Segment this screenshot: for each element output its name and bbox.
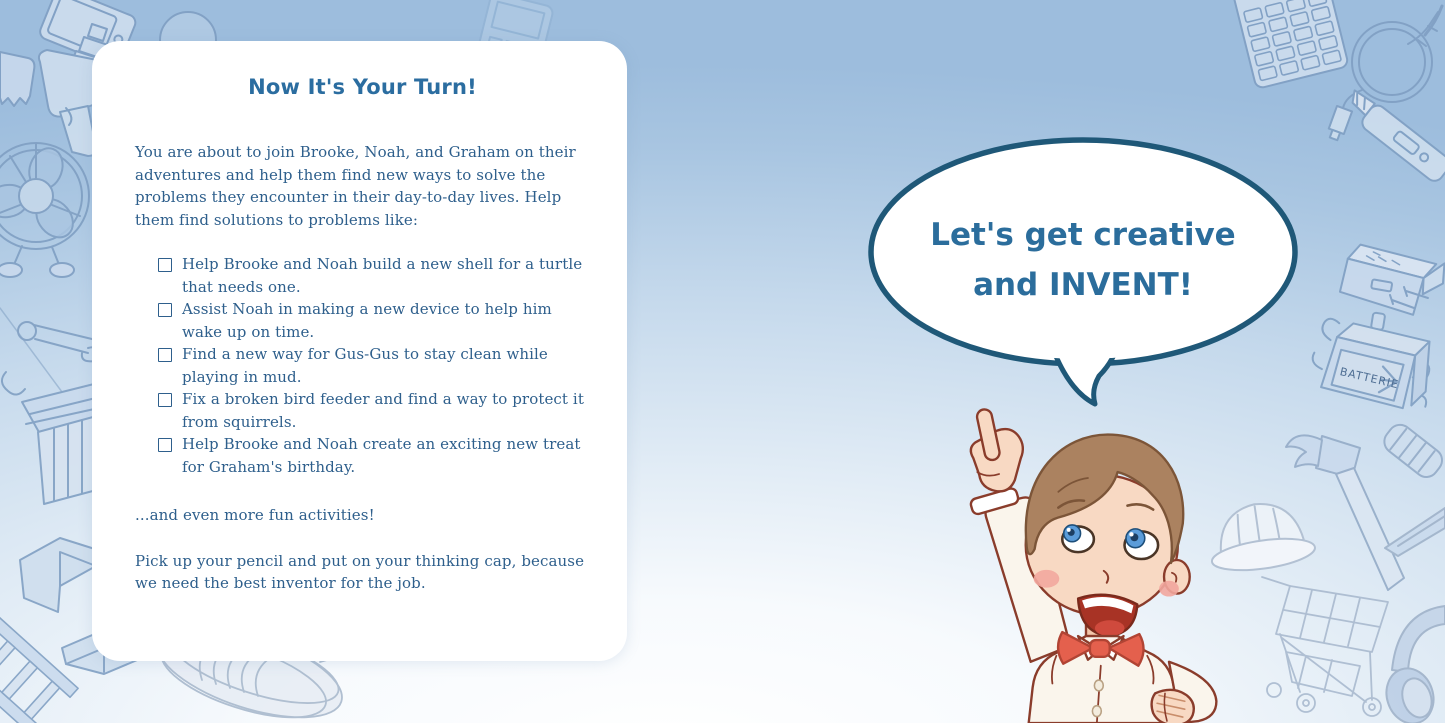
- headphones-sketch-icon: [1379, 606, 1445, 723]
- hook-sketch-icon: [2, 372, 25, 395]
- shopping-cart-sketch-icon: [1262, 577, 1388, 716]
- cloth-sketch-icon: [0, 52, 34, 106]
- activity-checklist: [135, 253, 590, 478]
- list-item: [158, 433, 590, 478]
- boy-pointing-hand: [971, 408, 1023, 491]
- list-item: [158, 388, 590, 433]
- safety-pin-sketch-icon: [18, 322, 99, 361]
- checkbox[interactable]: [158, 258, 172, 272]
- more-activities-line: ...and even more fun activities!: [135, 506, 375, 524]
- checkbox[interactable]: [158, 438, 172, 452]
- bubble-text-line1: Let's get creative: [930, 217, 1236, 253]
- list-item: [158, 253, 590, 298]
- boy-bandaged-fist: [1152, 690, 1194, 723]
- checkbox[interactable]: [158, 348, 172, 362]
- list-item-label: Help Brooke and Noah create an exciting new treat for Graham's birthday.: [182, 435, 581, 476]
- list-item-label: Assist Noah in making a new device to help him wake up on time.: [182, 300, 552, 341]
- wire-stripper-sketch-icon: [1408, 12, 1438, 46]
- page-title: Now It's Your Turn!: [248, 75, 477, 99]
- screw-box-sketch-icon: [1338, 243, 1445, 319]
- content-card: [92, 41, 627, 661]
- list-item-label: Find a new way for Gus-Gus to stay clean while playing in mud.: [182, 345, 548, 386]
- wire-sketch-icon: [0, 308, 62, 392]
- list-item-label: Fix a broken bird feeder and find a way to protect it from squirrels.: [182, 390, 584, 431]
- desk-fan-sketch-icon: [0, 143, 89, 277]
- list-item-label: Help Brooke and Noah build a new shell for a turtle that needs one.: [182, 255, 583, 296]
- intro-paragraph: You are about to join Brooke, Noah, and Graham on their adventures and help them find new ways to solve the problems they encounter in their day-to-day lives. Help them find solutions to problems like:: [135, 143, 576, 229]
- checkbox[interactable]: [158, 303, 172, 317]
- boy-illustration: [930, 397, 1240, 723]
- checkbox[interactable]: [158, 393, 172, 407]
- list-item: [158, 343, 590, 388]
- speech-bubble: [855, 130, 1330, 415]
- metal-sheet-sketch-icon: [1385, 508, 1445, 556]
- calculator-sketch-icon: [1232, 0, 1349, 89]
- battery-label: BATTERIE: [1338, 365, 1401, 392]
- grip-handle-sketch-icon: [1380, 420, 1445, 482]
- hammer-sketch-icon: [1286, 435, 1404, 590]
- bubble-text-line2: and INVENT!: [973, 267, 1193, 303]
- list-item: [158, 298, 590, 343]
- closing-paragraph: Pick up your pencil and put on your thinking cap, because we need the best inventor for the job.: [135, 551, 585, 592]
